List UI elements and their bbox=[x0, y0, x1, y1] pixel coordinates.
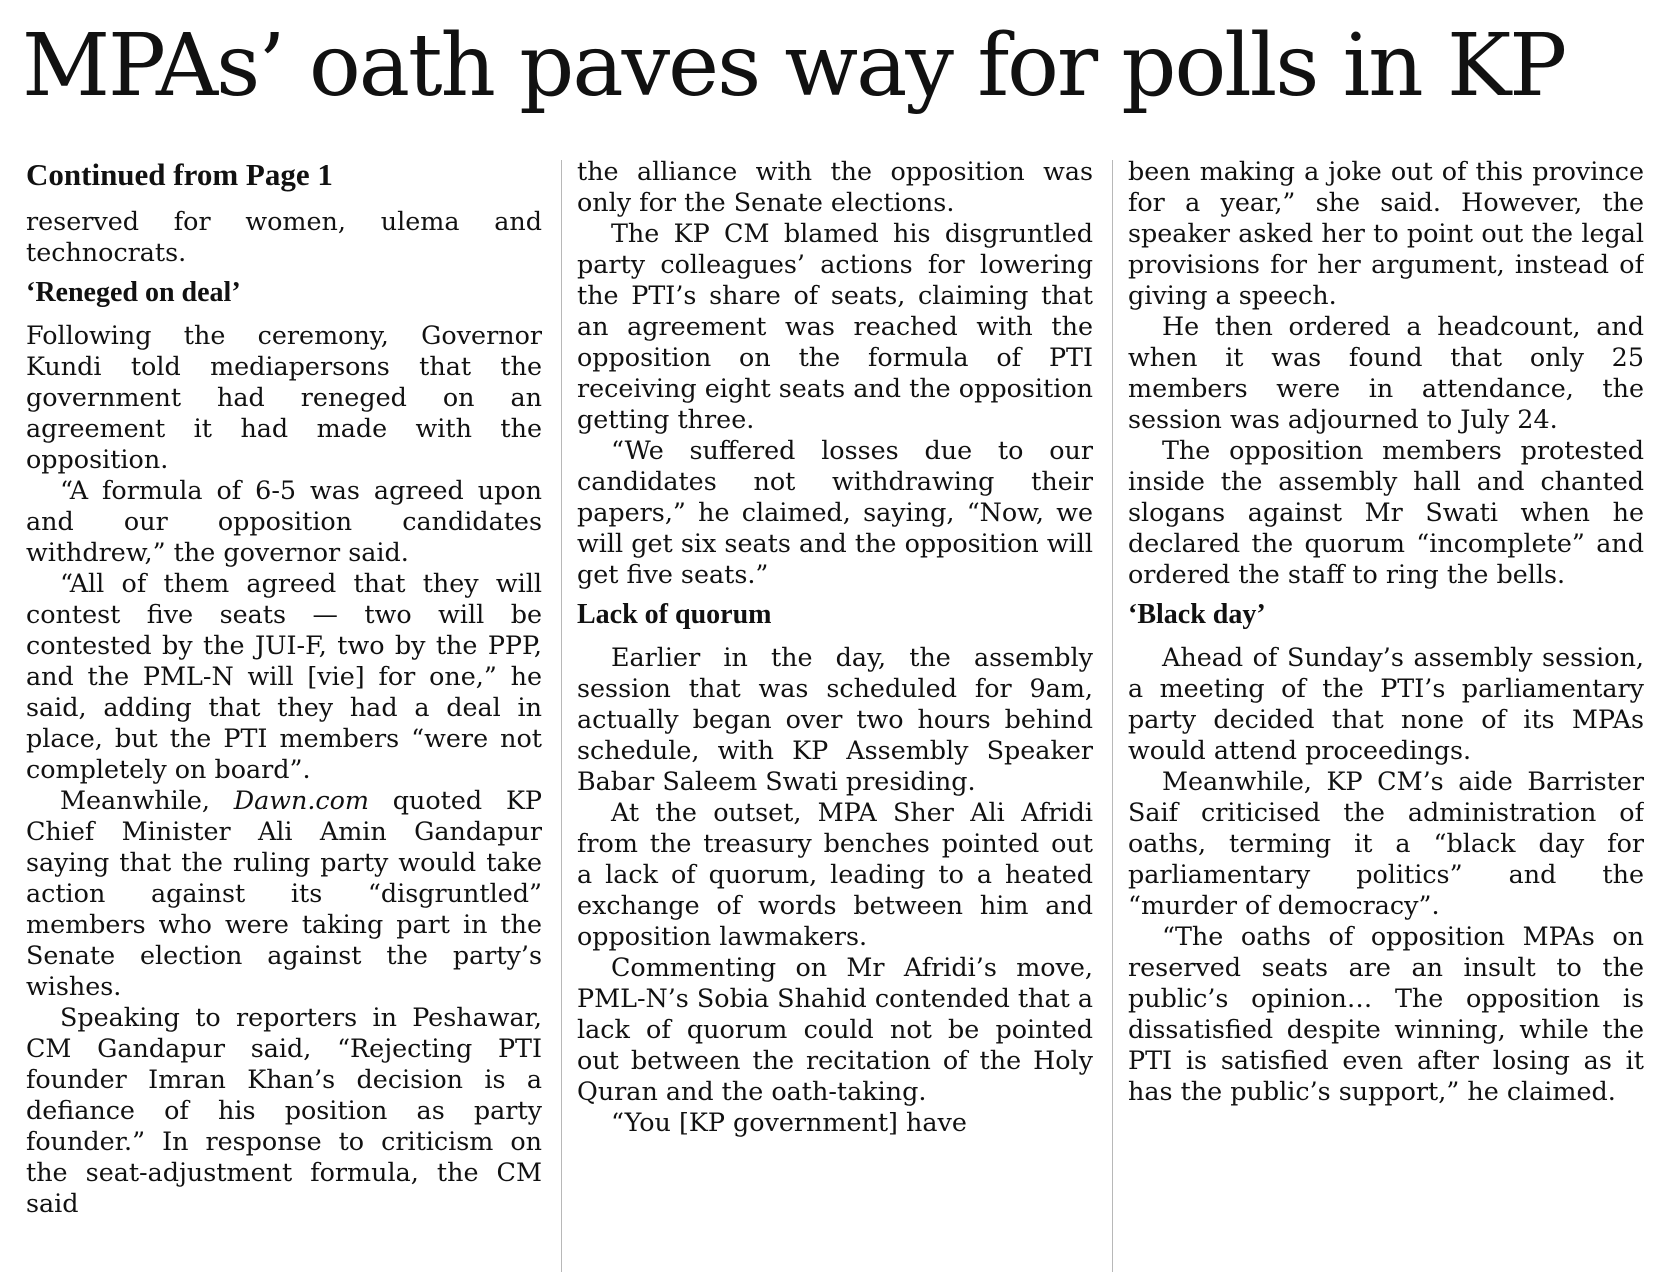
paragraph: Following the ceremony, Governor Kundi told mediapersons that the government had reneged on an agreement it had made with the opposition. bbox=[26, 320, 542, 474]
paragraph: “The oaths of opposition MPAs on reserved seats are an insult to the public’s opinion… The opposition is dissatisfied despite winning, while the PTI is satisfied even after losing as it has the public’s support,” he claimed. bbox=[1128, 921, 1644, 1106]
paragraph: “A formula of 6-5 was agreed upon and our opposition candidates withdrew,” the governor said. bbox=[26, 475, 542, 567]
paragraph: Commenting on Mr Afridi’s move, PML-N’s Sobia Shahid contended that a lack of quorum could not be pointed out between the recitation of the Holy Quran and the oath-taking. bbox=[577, 952, 1093, 1106]
article-column-1 bbox=[26, 156, 542, 1276]
article-column-3 bbox=[1128, 156, 1644, 1276]
text-run: quoted KP Chief Minister Ali Amin Gandapur saying that the ruling party would take action against its “disgruntled” members who were taking part in the Senate election against the party’s wishes. bbox=[26, 785, 542, 1001]
paragraph: reserved for women, ulema and technocrats. bbox=[26, 206, 542, 267]
column-divider bbox=[1112, 160, 1113, 1272]
paragraph: Meanwhile, KP CM’s aide Barrister Saif criticised the administration of oaths, terming it a “black day for parliamentary politics” and the “murder of democracy”. bbox=[1128, 766, 1644, 920]
paragraph: The opposition members protested inside the assembly hall and chanted slogans against Mr Swati when he declared the quorum “incomplete” and ordered the staff to ring the bells. bbox=[1128, 435, 1644, 589]
headline: MPAs’ oath paves way for polls in KP bbox=[22, 16, 1566, 116]
paragraph: “You [KP government] have bbox=[611, 1107, 967, 1137]
subhead-reneged-on-deal: ‘Reneged on deal’ bbox=[26, 277, 241, 308]
continued-from-label: Continued from Page 1 bbox=[26, 157, 333, 192]
paragraph: The KP CM blamed his disgruntled party colleagues’ actions for lowering the PTI’s share of seats, claiming that an agreement was reached with the opposition on the formula of PTI receiving eight seats and the opposition getting three. bbox=[577, 218, 1093, 434]
source-name: Dawn.com bbox=[233, 785, 369, 815]
paragraph: Earlier in the day, the assembly session that was scheduled for 9am, actually began over two hours behind schedule, with KP Assembly Speaker Babar Saleem Swati presiding. bbox=[577, 642, 1093, 796]
paragraph: “We suffered losses due to our candidates not withdrawing their papers,” he claimed, saying, “Now, we will get six seats and the opposition will get five seats.” bbox=[577, 435, 1093, 589]
column-divider bbox=[561, 160, 562, 1272]
paragraph: He then ordered a headcount, and when it was found that only 25 members were in attendance, the session was adjourned to July 24. bbox=[1128, 311, 1644, 434]
paragraph: “All of them agreed that they will contest five seats — two will be contested by the JUI-F, two by the PPP, and the PML-N will [vie] for one,” he said, adding that they had a deal in place, but the PTI members “were not completely on board”. bbox=[26, 568, 542, 784]
paragraph: At the outset, MPA Sher Ali Afridi from the treasury benches pointed out a lack of quorum, leading to a heated exchange of words between him and opposition lawmakers. bbox=[577, 797, 1093, 951]
paragraph: been making a joke out of this province for a year,” she said. However, the speaker asked her to point out the legal provisions for her argument, instead of giving a speech. bbox=[1128, 156, 1644, 310]
article-column-2 bbox=[577, 156, 1093, 1276]
subhead-black-day: ‘Black day’ bbox=[1128, 599, 1266, 630]
text-run: Meanwhile, bbox=[60, 785, 234, 815]
subhead-lack-of-quorum: Lack of quorum bbox=[577, 599, 772, 630]
paragraph bbox=[26, 785, 542, 1002]
paragraph: the alliance with the opposition was only for the Senate elections. bbox=[577, 156, 1093, 217]
paragraph: Ahead of Sunday’s assembly session, a meeting of the PTI’s parliamentary party decided that none of its MPAs would attend proceedings. bbox=[1128, 642, 1644, 765]
paragraph: Speaking to reporters in Peshawar, CM Gandapur said, “Rejecting PTI founder Imran Khan’s decision is a defiance of his position as party founder.” In response to criticism on the seat-adjustment formula, the CM said bbox=[26, 1002, 542, 1218]
